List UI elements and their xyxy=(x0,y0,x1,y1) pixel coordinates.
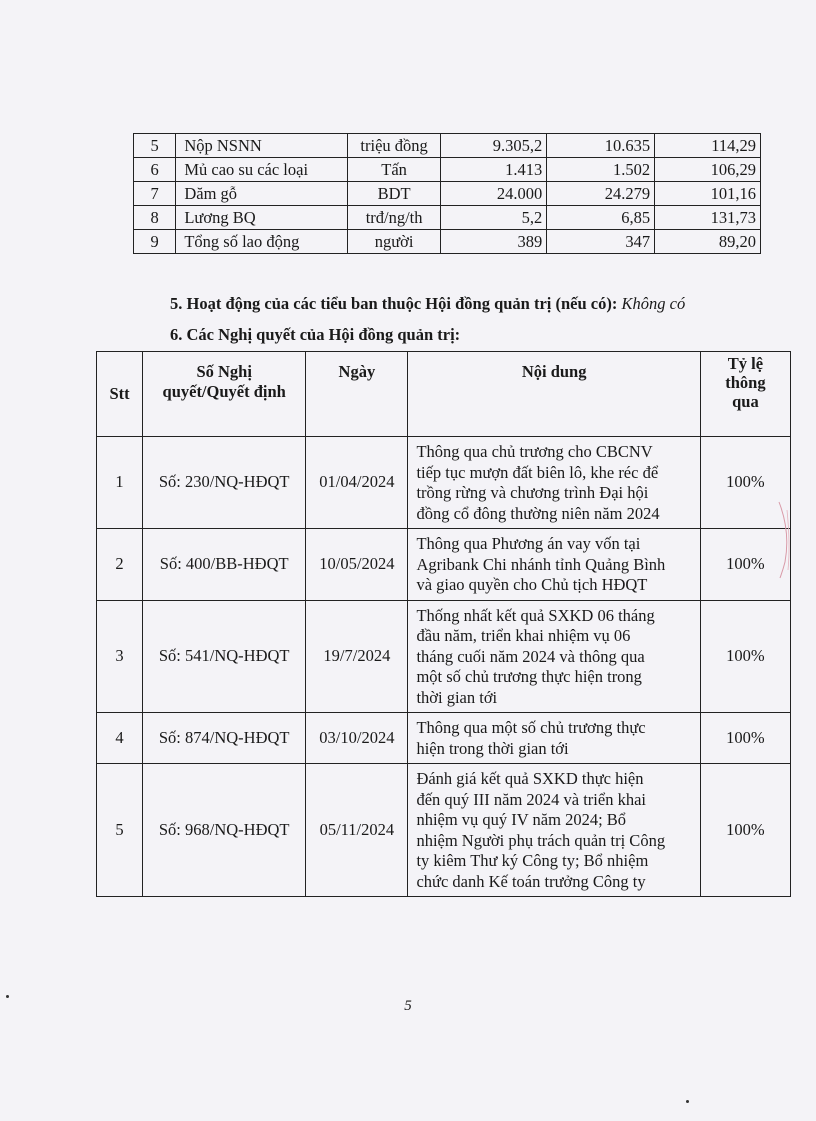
indicator-name: Tổng số lao động xyxy=(176,230,348,254)
row-stt: 5 xyxy=(134,134,176,158)
resolution-content xyxy=(408,529,700,601)
resolution-date: 01/04/2024 xyxy=(306,437,408,529)
header-rate-line3: qua xyxy=(732,392,759,411)
value-percent: 89,20 xyxy=(655,230,761,254)
resolution-approval-rate: 100% xyxy=(700,600,790,713)
resolution-row xyxy=(97,713,791,764)
resolution-content xyxy=(408,764,700,897)
header-resolution-number-line1: Số Nghị xyxy=(196,362,252,381)
content-line: nhiệm vụ quý IV năm 2024; Bổ xyxy=(416,810,627,829)
row-stt: 8 xyxy=(134,206,176,230)
value-plan: 1.413 xyxy=(441,158,547,182)
content-line: trồng rừng và chương trình Đại hội xyxy=(416,483,649,502)
indicator-name: Mủ cao su các loại xyxy=(176,158,348,182)
content-line: tháng cuối năm 2024 và thông qua xyxy=(416,646,645,666)
header-stt: Stt xyxy=(97,352,143,437)
indicator-row xyxy=(134,134,761,158)
scan-speck xyxy=(686,1100,689,1103)
content-line: thời gian tới xyxy=(416,687,498,707)
content-line: một số chủ trương thực hiện trong xyxy=(416,667,642,686)
content-line: chức danh Kế toán trưởng Công ty xyxy=(416,871,646,891)
indicator-row xyxy=(134,158,761,182)
content-line: nhiệm Người phụ trách quản trị Công xyxy=(416,830,666,850)
resolution-approval-rate: 100% xyxy=(700,764,790,897)
resolution-stt: 4 xyxy=(97,713,143,764)
resolution-row xyxy=(97,600,791,713)
resolution-content xyxy=(408,713,700,764)
production-indicators-table xyxy=(133,133,761,254)
content-line: Thông qua Phương án vay vốn tại xyxy=(416,534,641,553)
resolution-date: 19/7/2024 xyxy=(306,600,408,713)
content-line: Đánh giá kết quả SXKD thực hiện xyxy=(416,769,644,788)
resolution-date: 10/05/2024 xyxy=(306,529,408,601)
value-plan: 9.305,2 xyxy=(441,134,547,158)
indicator-unit: người xyxy=(347,230,440,254)
header-date: Ngày xyxy=(306,352,408,437)
resolution-stt: 5 xyxy=(97,764,143,897)
content-line: tiếp tục mượn đất biên lô, khe réc để xyxy=(416,462,659,482)
content-line: ty kiêm Thư ký Công ty; Bổ nhiệm xyxy=(416,851,649,870)
section-5-heading xyxy=(170,294,685,314)
resolution-number: Số: 541/NQ-HĐQT xyxy=(143,600,306,713)
indicator-name: Dăm gỗ xyxy=(176,182,348,206)
page-number: 5 xyxy=(404,998,412,1014)
indicator-row xyxy=(134,182,761,206)
resolution-stt: 2 xyxy=(97,529,143,601)
resolution-content xyxy=(408,600,700,713)
section-5-title: 5. Hoạt động của các tiểu ban thuộc Hội đồng quản trị (nếu có): xyxy=(170,294,618,313)
value-plan: 24.000 xyxy=(441,182,547,206)
value-percent: 101,16 xyxy=(655,182,761,206)
content-line: đồng cổ đông thường niên năm 2024 xyxy=(416,503,660,523)
value-actual: 1.502 xyxy=(547,158,655,182)
content-line: Thông qua chủ trương cho CBCNV xyxy=(416,442,653,461)
resolution-date: 03/10/2024 xyxy=(306,713,408,764)
resolution-date: 05/11/2024 xyxy=(306,764,408,897)
header-rate-line1: Tỷ lệ xyxy=(727,354,764,373)
indicator-row xyxy=(134,230,761,254)
content-line: và giao quyền cho Chủ tịch HĐQT xyxy=(416,575,648,594)
resolution-approval-rate: 100% xyxy=(700,437,790,529)
header-content: Nội dung xyxy=(408,352,700,437)
section-6-heading: 6. Các Nghị quyết của Hội đồng quản trị: xyxy=(170,325,461,344)
content-line: đến quý III năm 2024 và triển khai xyxy=(416,789,646,809)
resolution-stt: 3 xyxy=(97,600,143,713)
resolution-number: Số: 400/BB-HĐQT xyxy=(143,529,306,601)
resolution-number: Số: 874/NQ-HĐQT xyxy=(143,713,306,764)
header-approval-rate xyxy=(700,352,790,437)
content-line: đầu năm, triển khai nhiệm vụ 06 xyxy=(416,626,631,645)
value-plan: 389 xyxy=(441,230,547,254)
value-percent: 106,29 xyxy=(655,158,761,182)
resolution-approval-rate: 100% xyxy=(700,713,790,764)
indicator-name: Lương BQ xyxy=(176,206,348,230)
content-line: hiện trong thời gian tới xyxy=(416,738,569,758)
header-resolution-number xyxy=(143,352,306,437)
indicator-unit: triệu đồng xyxy=(347,134,440,158)
scan-speck xyxy=(6,995,9,998)
value-actual: 347 xyxy=(547,230,655,254)
value-actual: 6,85 xyxy=(547,206,655,230)
resolution-row xyxy=(97,764,791,897)
indicator-row xyxy=(134,206,761,230)
resolution-approval-rate: 100% xyxy=(700,529,790,601)
indicator-name: Nộp NSNN xyxy=(176,134,348,158)
content-line: Thông qua một số chủ trương thực xyxy=(416,718,646,737)
value-plan: 5,2 xyxy=(441,206,547,230)
content-line: Thống nhất kết quả SXKD 06 tháng xyxy=(416,605,655,625)
row-stt: 7 xyxy=(134,182,176,206)
resolutions-header-row xyxy=(97,352,791,437)
value-percent: 114,29 xyxy=(655,134,761,158)
resolution-row xyxy=(97,437,791,529)
indicator-unit: trđ/ng/th xyxy=(347,206,440,230)
header-rate-line2: thông xyxy=(725,373,766,392)
row-stt: 6 xyxy=(134,158,176,182)
resolution-stt: 1 xyxy=(97,437,143,529)
resolution-content xyxy=(408,437,700,529)
content-line: Agribank Chi nhánh tỉnh Quảng Bình xyxy=(416,554,666,574)
red-pen-mark xyxy=(777,500,791,580)
section-5-answer: Không có xyxy=(621,294,686,313)
resolutions-table xyxy=(96,351,791,897)
indicator-unit: Tấn xyxy=(347,158,440,182)
indicator-unit: BDT xyxy=(347,182,440,206)
value-actual: 10.635 xyxy=(547,134,655,158)
resolution-row xyxy=(97,529,791,601)
resolution-number: Số: 968/NQ-HĐQT xyxy=(143,764,306,897)
resolution-number: Số: 230/NQ-HĐQT xyxy=(143,437,306,529)
row-stt: 9 xyxy=(134,230,176,254)
value-actual: 24.279 xyxy=(547,182,655,206)
header-resolution-number-line2: quyết/Quyết định xyxy=(162,382,286,401)
value-percent: 131,73 xyxy=(655,206,761,230)
